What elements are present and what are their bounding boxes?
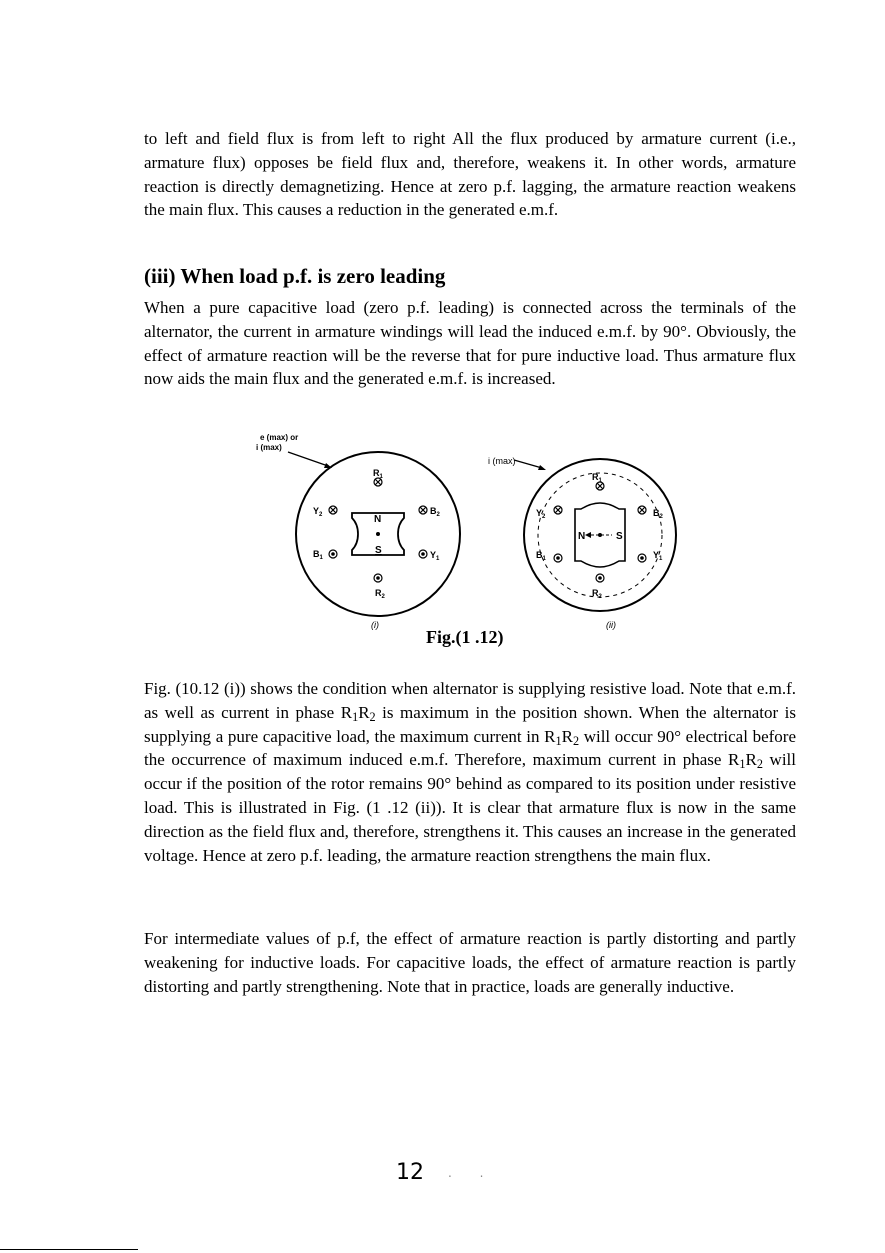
sublabel-i: (i) (371, 620, 379, 630)
coil-label-r2-right: $R_2$ (592, 588, 602, 600)
diagram-capacitive-load (488, 456, 676, 630)
pole-s-left: S (375, 545, 382, 556)
coil-label-y1-left: $Y_1$ (430, 550, 440, 562)
coil-label-y1-right: $Y_1$ (653, 550, 663, 562)
pole-n-left: N (374, 514, 382, 525)
coil-label-r1-left: $R_1$ (373, 468, 383, 480)
page-number: 12 (396, 1160, 424, 1185)
coil-label-b1-left: $B_1$ (313, 549, 323, 561)
armature-reaction-figure (240, 430, 700, 655)
paragraph-intermediate-pf: For intermediate values of p.f, the effect of armature reaction is partly distorting and partly weakening for inductive loads. For capacitive loads, the effect of armature reaction is partly distorting and partly strengthening. Note that in practice, loads are generally inductive. (144, 929, 796, 996)
figure-caption: Fig.(1 .12) (426, 627, 504, 647)
rotor-left (352, 513, 404, 556)
section-heading-zero-leading: (iii) When load p.f. is zero leading (144, 264, 446, 288)
coil-label-b2-left: $B_2$ (430, 506, 440, 518)
paragraph-capacitive-load: When a pure capacitive load (zero p.f. leading) is connected across the terminals of the alternator, the current in armature windings will lead the induced e.m.f. by 90°. Obviously, the effect of armature reaction will be the reverse that for pure inductive load. Thus armature flux now aids the main flux and the generated e.m.f. is increased. (144, 298, 796, 389)
diagram-resistive-load (256, 433, 460, 630)
sublabel-ii: (ii) (606, 620, 616, 630)
pointer-label-emax: e (max) or (260, 433, 299, 442)
coil-label-b2-right: $B_2$ (653, 508, 663, 520)
paragraph-armature-flux-opposes: to left and field flux is from left to right All the flux produced by armature current (i.e., armature flux) opposes be field flux and, therefore, weakens it. In other words, armature reaction is directly demagnetizing. Hence at zero p.f. lagging, the armature reaction weakens the main flux. This causes a reduction in the generated e.m.f. (144, 129, 796, 220)
conductor-symbols-left (329, 478, 427, 582)
pointer-arrow-left (288, 452, 328, 466)
pointer-arrow-right (514, 460, 542, 468)
pole-s-right: S (616, 531, 623, 542)
coil-label-r1-right: $R_1$ (592, 472, 602, 484)
pointer-label-imax-right: i (max) (488, 456, 516, 466)
footer-rule (0, 1249, 138, 1250)
coil-label-y2-right: $Y_2$ (536, 508, 546, 520)
paragraph-figure-explanation: Fig. (10.12 (i)) shows the condition when alternator is supplying resistive load. Note that e.m.f. as well as current in phase $R_1R_2$ is maximum in the position shown. When the alternator is supplying a pure capacitive load, the maximum current in $R_1R_2$ will occur 90° electrical before the occurrence of maximum induced e.m.f. Therefore, maximum current in phase $R_1R_2$ will occur if the position of the rotor remains 90° behind as compared to its position under resistive load. This is illustrated in Fig. (1 .12 (ii)). It is clear that armature flux is now in the same direction as the field flux and, therefore, strengthens it. This causes an increase in the generated voltage. Hence at zero p.f. leading, the armature reaction strengthens the main flux. (144, 679, 797, 865)
page-number-dots: . . (448, 1166, 496, 1180)
coil-label-b1-right: $B_1$ (536, 550, 546, 562)
coil-label-y2-left: $Y_2$ (313, 506, 323, 518)
rotor-right (575, 503, 625, 567)
pole-n-right: N (578, 531, 586, 542)
coil-label-r2-left: $R_2$ (375, 588, 385, 600)
pointer-label-imax: i (max) (256, 443, 282, 452)
